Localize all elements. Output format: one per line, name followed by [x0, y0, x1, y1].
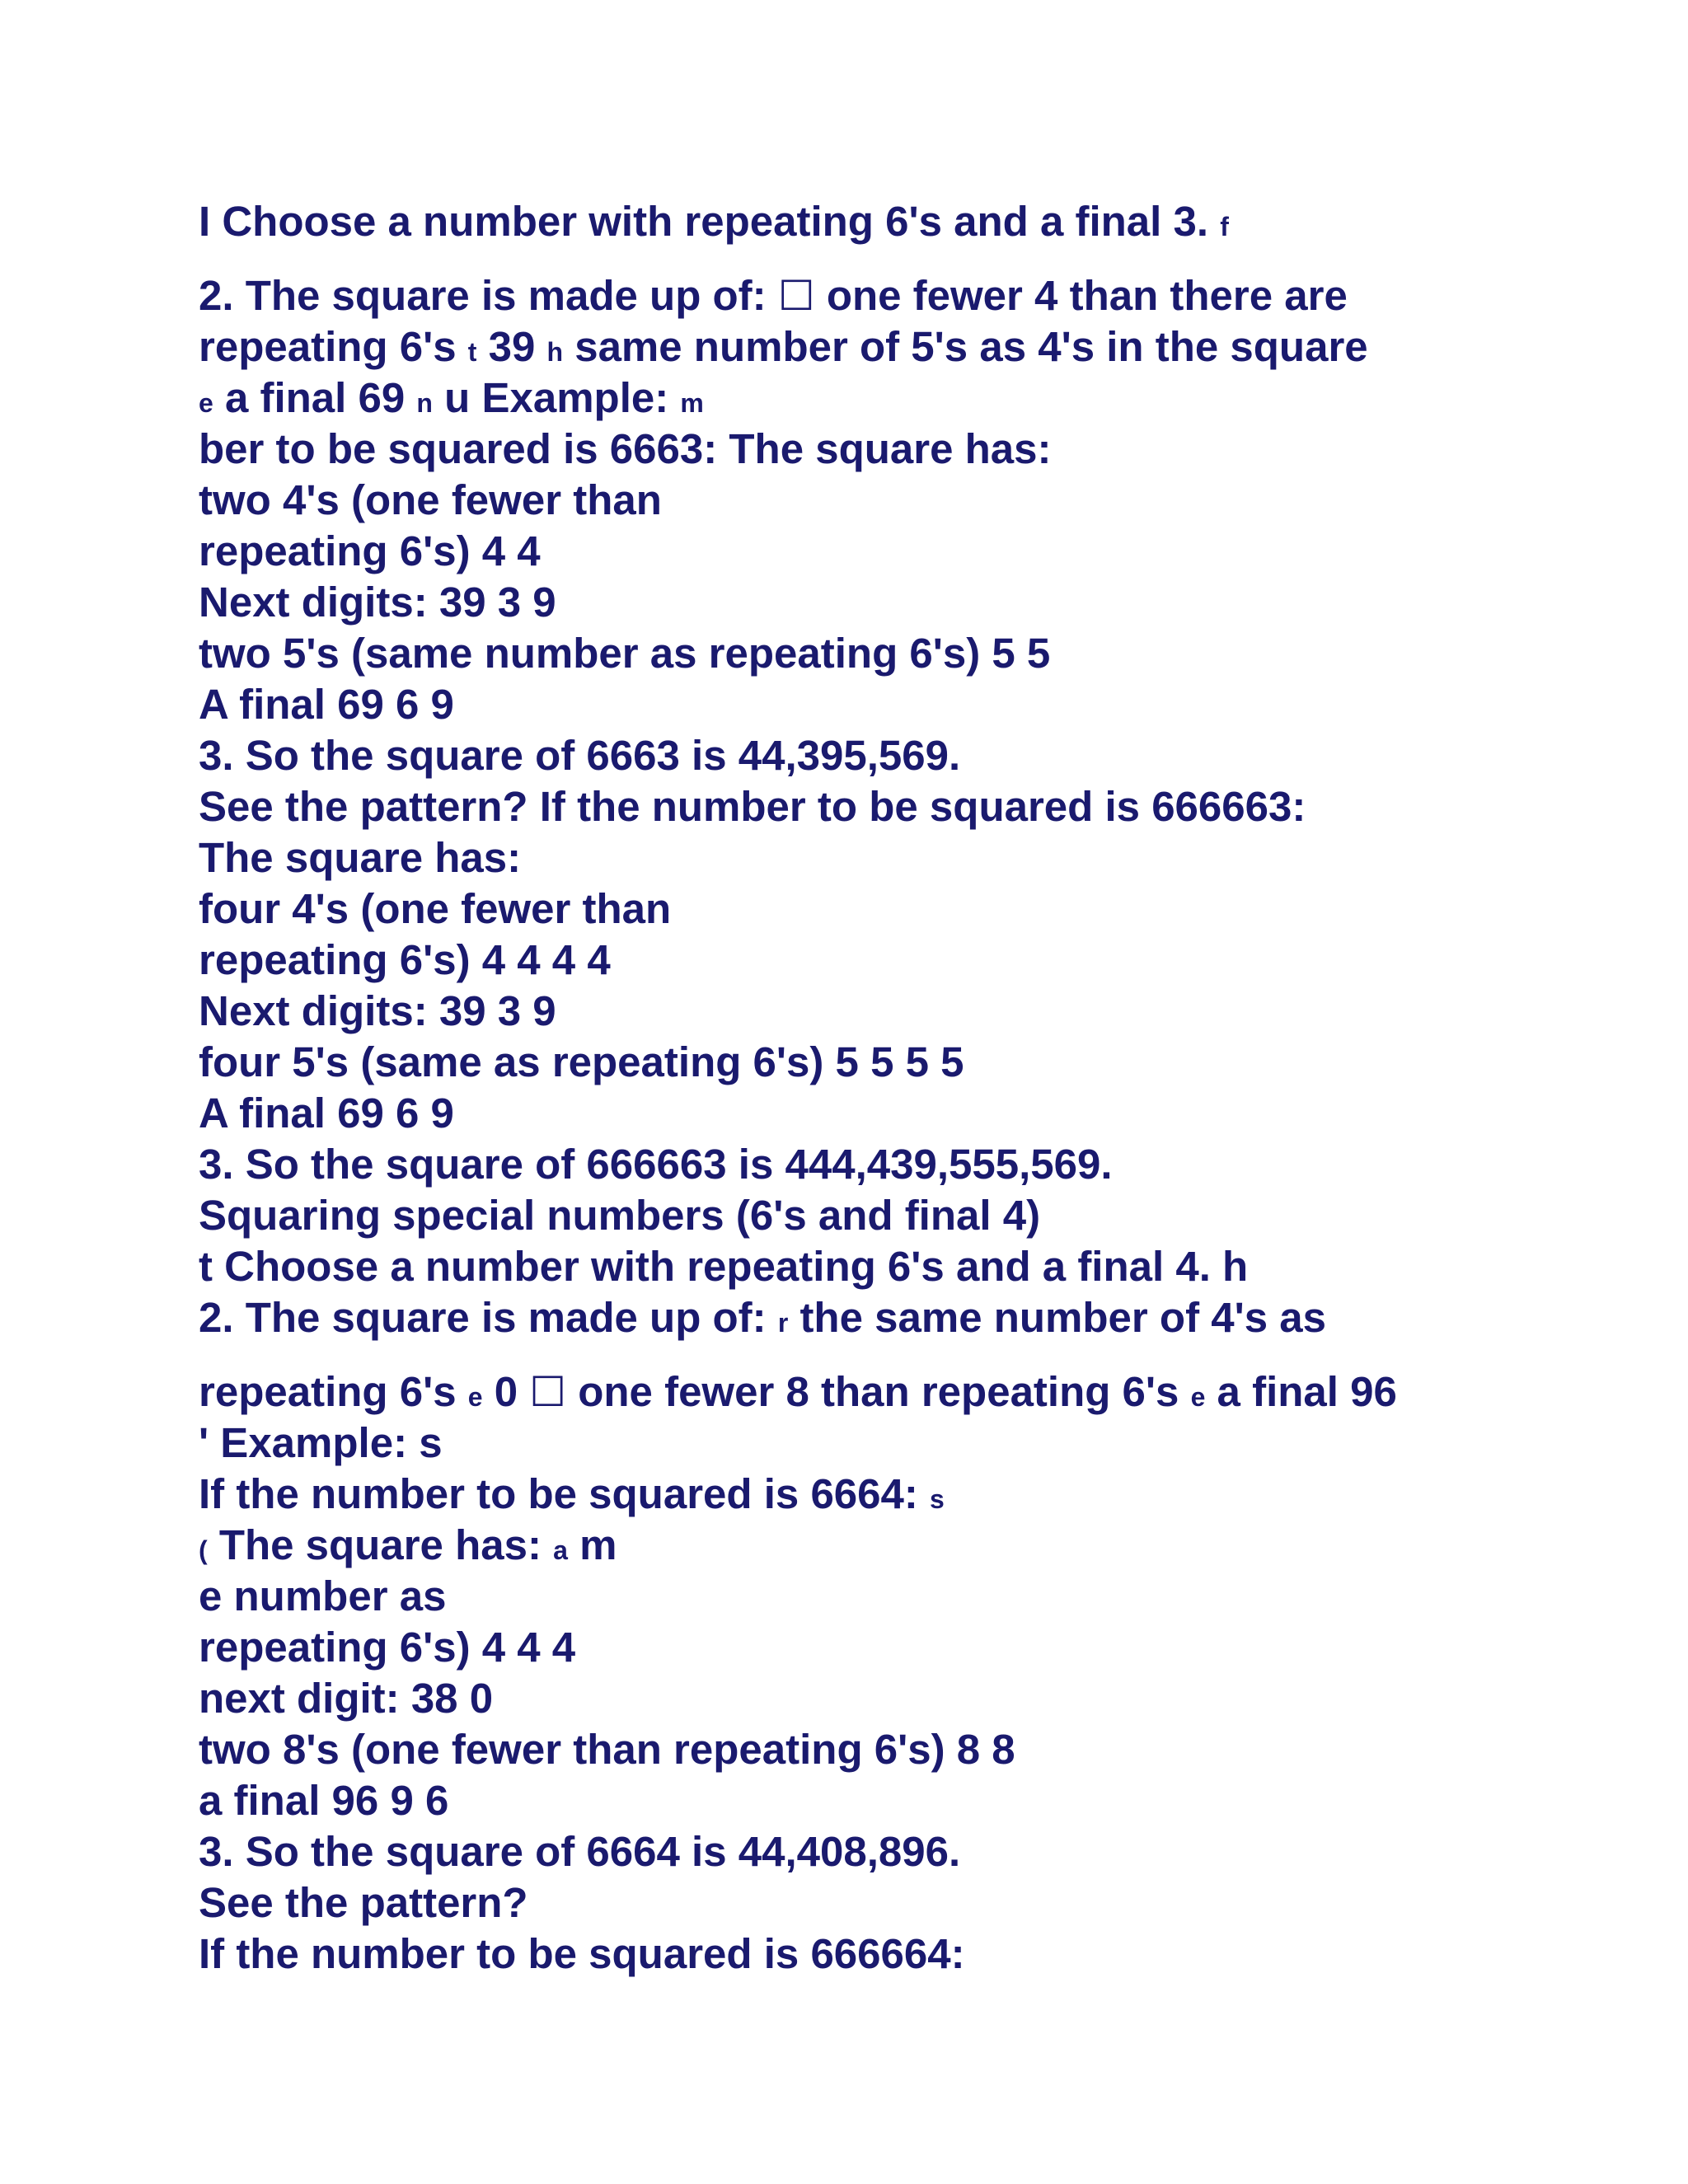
text-line	[199, 1241, 1600, 1292]
stray-letter: t	[467, 337, 477, 367]
text-segment: two 5's (same number as repeating 6's) 5 5	[199, 630, 1051, 677]
text-line	[199, 270, 1600, 321]
text-segment: See the pattern? If the number to be squared is 666663:	[199, 783, 1306, 830]
text-line	[199, 986, 1600, 1037]
text-segment: The square has:	[207, 1521, 554, 1568]
text-segment: two 4's (one fewer than	[199, 476, 662, 523]
text-line	[199, 1366, 1600, 1418]
text-segment: repeating 6's) 4 4 4 4	[199, 936, 611, 983]
text-line	[199, 1775, 1600, 1826]
text-segment: If the number to be squared is 666664:	[199, 1930, 965, 1977]
stray-letter: r	[777, 1308, 789, 1338]
stray-letter: n	[416, 388, 433, 418]
stray-letter: h	[546, 337, 564, 367]
text-line	[199, 1088, 1600, 1139]
text-line	[199, 1571, 1600, 1622]
text-segment: repeating 6's) 4 4 4	[199, 1624, 576, 1671]
stray-letter: e	[199, 388, 213, 418]
text-line	[199, 321, 1600, 373]
stray-letter: f	[1220, 212, 1229, 241]
text-segment: two 8's (one fewer than repeating 6's) 8 8	[199, 1726, 1015, 1773]
text-line	[199, 196, 1600, 247]
text-segment: ber to be squared is 6663: The square has:	[199, 425, 1052, 472]
text-line	[199, 628, 1600, 679]
text-segment: one fewer 8 than repeating 6's	[566, 1368, 1191, 1415]
text-segment: 3. So the square of 6664 is 44,408,896.	[199, 1828, 961, 1875]
text-line	[199, 1292, 1600, 1343]
text-segment: Next digits: 39 3 9	[199, 579, 556, 626]
text-line	[199, 1520, 1600, 1571]
text-segment: one fewer 4 than there are	[814, 272, 1348, 319]
stray-letter: e	[467, 1382, 483, 1412]
text-line	[199, 1037, 1600, 1088]
text-line	[199, 475, 1600, 526]
text-line	[199, 1929, 1600, 1980]
document-body	[199, 196, 1600, 1980]
text-line	[199, 1622, 1600, 1673]
text-segment: four 5's (same as repeating 6's) 5 5 5 5	[199, 1038, 964, 1085]
text-segment: repeating 6's	[199, 323, 468, 370]
text-segment: I Choose a number with repeating 6's and a final 3.	[199, 198, 1221, 245]
text-line	[199, 730, 1600, 781]
text-segment: repeating 6's	[199, 1368, 468, 1415]
stray-letter: s	[930, 1484, 945, 1514]
text-line	[199, 781, 1600, 832]
text-segment: The square has:	[199, 834, 522, 881]
text-line	[199, 883, 1600, 935]
text-line	[199, 577, 1600, 628]
text-segment: next digit: 38 0	[199, 1675, 494, 1722]
text-segment: e number as	[199, 1572, 447, 1619]
text-segment: a final 69	[213, 374, 417, 421]
text-line	[199, 526, 1600, 577]
text-segment: Squaring special numbers (6's and final 4)	[199, 1192, 1041, 1239]
text-segment: a final 96	[1205, 1368, 1397, 1415]
text-line	[199, 373, 1600, 424]
text-segment: 39	[476, 323, 547, 370]
stray-letter: a	[553, 1535, 568, 1565]
text-segment: Next digits: 39 3 9	[199, 987, 556, 1034]
text-segment: ' Example: s	[199, 1419, 443, 1466]
text-segment: 2. The square is made up of:	[199, 272, 778, 319]
text-segment: repeating 6's) 4 4	[199, 527, 541, 574]
text-line	[199, 935, 1600, 986]
text-segment: See the pattern?	[199, 1879, 528, 1926]
text-segment: the same number of 4's as	[788, 1294, 1326, 1341]
text-segment: 2. The square is made up of:	[199, 1294, 778, 1341]
text-line	[199, 1673, 1600, 1724]
text-segment: A final 69 6 9	[199, 681, 454, 728]
text-segment: four 4's (one fewer than	[199, 885, 672, 932]
text-segment: 3. So the square of 6663 is 44,395,569.	[199, 732, 961, 779]
text-line	[199, 1877, 1600, 1929]
text-segment: u Example:	[432, 374, 681, 421]
stray-letter: e	[1190, 1382, 1206, 1412]
text-line	[199, 1190, 1600, 1241]
text-line	[199, 424, 1600, 475]
text-segment: t Choose a number with repeating 6's and a final 4. h	[199, 1243, 1249, 1290]
text-segment: 0	[482, 1368, 530, 1415]
checkbox-glyph: ☐	[777, 273, 815, 319]
text-line	[199, 679, 1600, 730]
text-segment: same number of 5's as 4's in the square	[563, 323, 1368, 370]
text-line	[199, 1418, 1600, 1469]
text-segment: A final 69 6 9	[199, 1090, 454, 1137]
text-line	[199, 832, 1600, 883]
text-line	[199, 1469, 1600, 1520]
stray-letter: (	[199, 1535, 208, 1565]
checkbox-glyph: ☐	[529, 1369, 567, 1415]
text-segment: a final 96 9 6	[199, 1777, 449, 1824]
text-segment: 3. So the square of 666663 is 444,439,555,569.	[199, 1141, 1113, 1188]
text-segment: m	[567, 1521, 617, 1568]
text-line	[199, 1826, 1600, 1877]
text-segment: If the number to be squared is 6664:	[199, 1470, 931, 1517]
stray-letter: m	[680, 388, 704, 418]
text-line	[199, 1724, 1600, 1775]
text-line	[199, 1139, 1600, 1190]
